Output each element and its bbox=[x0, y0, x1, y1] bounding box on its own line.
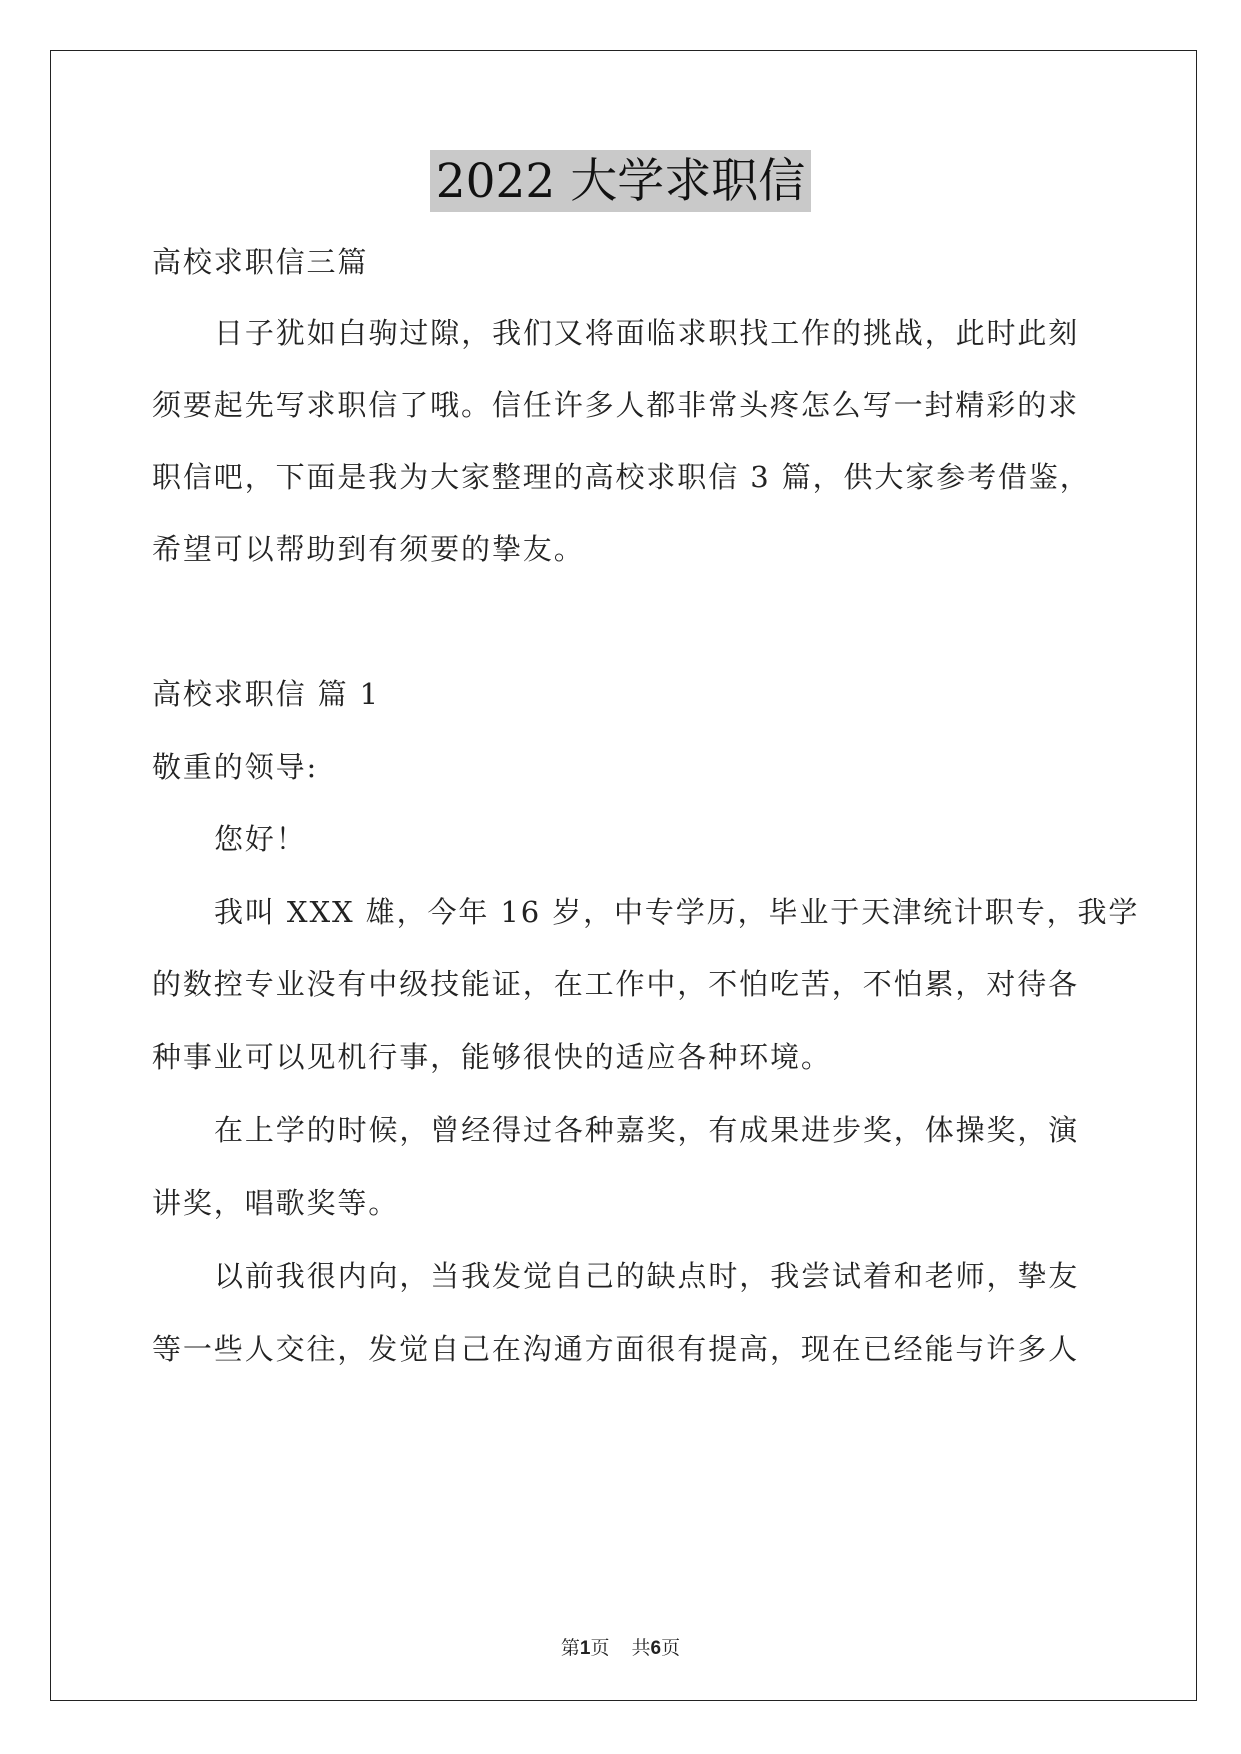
document-title-container bbox=[0, 150, 1241, 212]
paragraph-line: 职信吧，下面是我为大家整理的高校求职信 3 篇，供大家参考借鉴， bbox=[152, 460, 1091, 494]
paragraph-line: 的数控专业没有中级技能证，在工作中，不怕吃苦，不怕累，对待各 bbox=[152, 967, 1080, 1001]
greeting: 您好！ bbox=[214, 822, 307, 856]
paragraph-line: 日子犹如白驹过隙，我们又将面临求职找工作的挑战，此时此刻 bbox=[214, 316, 1080, 350]
page-footer bbox=[0, 1633, 1241, 1660]
paragraph-line: 希望可以帮助到有须要的挚友。 bbox=[152, 532, 585, 566]
letter-heading: 高校求职信 篇 1 bbox=[152, 677, 380, 711]
section-heading: 高校求职信三篇 bbox=[152, 245, 369, 279]
paragraph-line: 等一些人交往，发觉自己在沟通方面很有提高，现在已经能与许多人 bbox=[152, 1332, 1080, 1366]
paragraph-line: 以前我很内向，当我发觉自己的缺点时，我尝试着和老师，挚友 bbox=[214, 1259, 1080, 1293]
paragraph-line: 我叫 XXX 雄，今年 16 岁，中专学历，毕业于天津统计职专，我学 bbox=[214, 895, 1140, 929]
footer-total-prefix: 共 bbox=[631, 1637, 651, 1659]
document-title: 2022 大学求职信 bbox=[430, 150, 812, 212]
footer-prefix: 第 bbox=[560, 1637, 580, 1659]
salutation: 敬重的领导: bbox=[152, 750, 319, 784]
paragraph-line: 种事业可以见机行事，能够很快的适应各种环境。 bbox=[152, 1040, 832, 1074]
paragraph-line: 须要起先写求职信了哦。信任许多人都非常头疼怎么写一封精彩的求 bbox=[152, 388, 1080, 422]
footer-total-suffix: 页 bbox=[661, 1637, 681, 1659]
page-border bbox=[50, 50, 1197, 1701]
footer-page-word: 页 bbox=[590, 1637, 610, 1659]
paragraph-line: 讲奖，唱歌奖等。 bbox=[152, 1186, 400, 1220]
paragraph-line: 在上学的时候，曾经得过各种嘉奖，有成果进步奖，体操奖，演 bbox=[214, 1113, 1080, 1147]
current-page-number: 1 bbox=[579, 1638, 591, 1659]
total-page-number: 6 bbox=[650, 1638, 662, 1659]
